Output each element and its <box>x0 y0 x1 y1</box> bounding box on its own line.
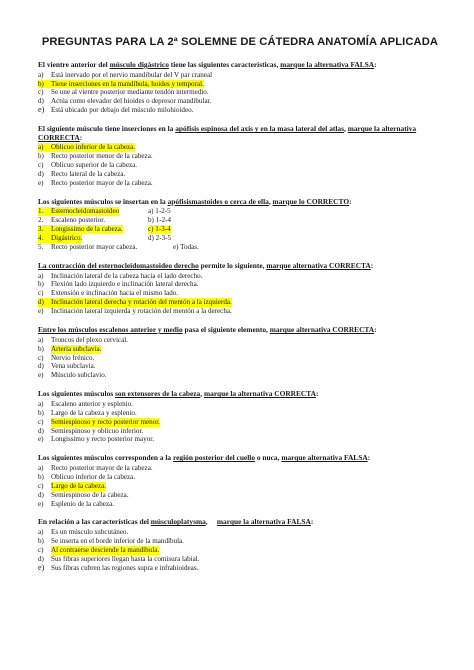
option-text: Inclinación lateral derecha y rotación del mentón a la izquierda. <box>51 298 232 307</box>
option-highlighted <box>38 546 442 555</box>
q5-colon: : <box>374 325 377 335</box>
question-5-heading <box>38 326 442 335</box>
option <box>38 272 442 281</box>
option <box>38 307 442 316</box>
item-number: 4. <box>38 234 51 243</box>
option <box>38 528 442 537</box>
option-highlighted <box>38 482 442 491</box>
option-text: Longissimo y recto posterior mayor. <box>51 435 155 444</box>
option-text: Recto posterior mayor de la cabeza. <box>51 463 153 472</box>
q7-subject: región posterior del cuello <box>172 453 256 463</box>
option <box>38 464 442 473</box>
item-number: 2. <box>38 216 44 225</box>
option-letter: e) <box>38 371 44 380</box>
item-text: Longissimo de la cabeza. <box>51 225 123 234</box>
option-text: Semiespinoso y oblicuo inferior. <box>51 426 144 435</box>
option-text: Esplenio de la cabeza. <box>51 499 115 508</box>
q3-text: Los siguientes músculos se insertan en la <box>38 196 168 206</box>
option-text: Tiene inserciones en la mandíbula, hoides y temporal. <box>51 79 204 88</box>
q7-instruction: marque alternativa FALSA <box>281 453 368 463</box>
option-text: Vena subclavia. <box>51 362 96 371</box>
q7-colon: : <box>367 453 371 463</box>
option-text: Sus fibras cubren las regiones supra e infrahioideas. <box>51 563 199 572</box>
option-letter: a) <box>38 143 51 152</box>
question-7-heading <box>38 454 442 463</box>
option-highlighted <box>38 418 442 427</box>
option <box>38 491 442 500</box>
option <box>38 354 442 363</box>
option-highlighted <box>38 298 442 307</box>
option-highlighted <box>38 345 442 354</box>
option-text: Recto posterior mayor de la cabeza. <box>51 178 153 187</box>
option-letter: b) <box>38 344 44 353</box>
option-text: Oblicuo inferior de la cabeza. <box>51 143 136 152</box>
option-letter: e) <box>38 105 45 115</box>
option-letter: c) <box>38 289 44 298</box>
option-text: Extensión e inclinación hacia el mismo lado. <box>51 289 179 298</box>
option-text: Se inserta en el borde inferior de la mandíbula. <box>51 536 184 545</box>
option <box>38 170 442 179</box>
q5-text: pasa el siguiente elemento, <box>182 325 270 335</box>
q8-colon: : <box>310 517 314 527</box>
question-8-heading <box>38 518 442 527</box>
q1-text-2: tiene las siguientes características, <box>168 60 281 69</box>
option <box>38 336 442 345</box>
option-text: Actúa como elevador del hioides o depresor mandibular. <box>51 97 212 106</box>
question-6 <box>38 390 442 444</box>
option-text: Está ubicado por debajo del músculo milohioideo. <box>51 106 194 115</box>
answer-option: e) Todas. <box>173 243 199 252</box>
option-text: Semiespinoso de la cabeza. <box>51 490 129 499</box>
q4-text: permite lo siguiente, <box>198 260 267 270</box>
option <box>38 500 442 509</box>
option-letter: b) <box>38 408 44 417</box>
question-1-heading <box>38 61 442 70</box>
option-text: Inclinación lateral de la cabeza hacia el lado derecho. <box>51 271 203 280</box>
option <box>38 371 442 380</box>
q1-subject: músculo digástrico <box>109 60 169 69</box>
option-letter: e) <box>38 307 44 316</box>
option <box>38 362 442 371</box>
option-letter: a) <box>38 271 44 280</box>
q6-instruction: marque la alternativa CORRECTA <box>203 389 316 399</box>
option-text: Al contraerse desciende la mandíbula. <box>51 545 160 554</box>
q6-colon: : <box>316 389 319 399</box>
option <box>38 564 442 573</box>
option <box>38 473 442 482</box>
answer-option: d) 2-3-5 <box>148 234 172 243</box>
option-text: Escaleno anterior y esplenio. <box>51 399 133 408</box>
q3-instruction: marque lo CORRECTO <box>272 196 350 206</box>
q4-colon: : <box>370 260 374 270</box>
q2-text-2: , <box>343 124 348 134</box>
q6-text-2: , <box>200 389 204 399</box>
option <box>38 152 442 161</box>
option-text: Se une al vientre posterior mediante tendón intermedio. <box>51 88 209 97</box>
option-text: Arteria subclavia. <box>51 344 102 353</box>
question-2-heading <box>38 125 442 142</box>
item-text: Esternocleidomastoideo <box>51 207 120 216</box>
option-text: Recto posterior menor de la cabeza. <box>51 152 153 161</box>
item-number: 5. <box>38 243 44 252</box>
option <box>38 289 442 298</box>
q1-text: El vientre anterior del <box>38 60 110 69</box>
question-1 <box>38 61 442 115</box>
option <box>38 97 442 106</box>
option-letter: d) <box>38 170 44 179</box>
option-letter: b) <box>38 80 51 89</box>
q5-instruction: marque alternativa CORRECTA <box>269 325 375 335</box>
option-letter: b) <box>38 536 44 545</box>
option <box>38 537 442 546</box>
q6-text: Los siguientes músculos <box>38 389 115 399</box>
q6-subject: son extensores de la cabeza <box>115 389 201 399</box>
q8-instruction: marque la alternativa FALSA <box>216 517 311 527</box>
option-letter: c) <box>38 417 44 426</box>
answer-option: b) 1-2-4 <box>148 216 172 225</box>
option-text: Largo de la cabeza y esplenio. <box>51 408 137 417</box>
document-page <box>38 26 442 583</box>
question-2 <box>38 125 442 188</box>
item-number: 1. <box>38 207 51 216</box>
q8-subject: músculoplatysma <box>150 517 206 527</box>
question-8 <box>38 518 442 572</box>
option-letter: c) <box>38 353 44 362</box>
option-letter: c) <box>38 88 44 97</box>
option <box>38 409 442 418</box>
option-letter: e) <box>38 178 44 187</box>
option <box>38 106 442 115</box>
option <box>38 179 442 188</box>
option-text: Sus fibras superiores llegan hasta la comisura labial. <box>51 554 200 563</box>
numbered-row <box>38 225 442 234</box>
document-title: PREGUNTAS PARA LA 2ª SOLEMNE DE CÁTEDRA ANATOMÍA APLICADA <box>41 36 439 48</box>
q8-text: En relación a las características del <box>38 517 151 527</box>
option-letter: a) <box>38 70 44 79</box>
option-letter: d) <box>38 426 44 435</box>
option-letter: e) <box>38 435 44 444</box>
option-letter: a) <box>38 399 44 408</box>
answer-option: c) 1-3-4 <box>148 225 171 234</box>
option-letter: c) <box>38 545 44 554</box>
option-letter: e) <box>38 562 45 572</box>
option-text: Semiespinoso y recto posterior menor. <box>51 417 160 426</box>
q3-colon: : <box>349 196 352 206</box>
numbered-row <box>38 216 442 225</box>
option-letter: b) <box>38 280 44 289</box>
option <box>38 435 442 444</box>
option-text: Oblicuo inferior de la cabeza. <box>51 472 136 481</box>
numbered-row <box>38 207 442 216</box>
option-text: Es un músculo subcutáneo. <box>51 528 129 537</box>
option-letter: a) <box>38 528 44 537</box>
q2-text: El siguiente músculo tiene inserciones en la <box>38 124 176 134</box>
item-text: Digástrico. <box>51 234 83 243</box>
option-text: Troncos del plexo cervical. <box>51 335 128 344</box>
item-text: Recto posterior mayor cabeza. <box>51 243 138 252</box>
option-letter: b) <box>38 152 44 161</box>
q2-subject: apófisis espinosa del axis y en la masa lateral del atlas <box>175 124 344 134</box>
option-highlighted <box>38 143 442 152</box>
option-letter: c) <box>38 161 44 170</box>
numbered-row <box>38 234 442 243</box>
option-highlighted <box>38 80 442 89</box>
option-letter: e) <box>38 499 44 508</box>
question-7 <box>38 454 442 508</box>
option-letter: d) <box>38 298 51 307</box>
q7-text: Los siguientes músculos corresponden a la <box>38 453 173 463</box>
q3-subject: apófisismastoides o cerca de ella <box>167 196 269 206</box>
q2-instruction: marque la alternativa <box>347 124 417 134</box>
item-number: 3. <box>38 225 51 234</box>
q7-text-2: o nuca, <box>255 453 282 463</box>
q5-subject: Entre los músculos escalenos anterior y medio <box>38 325 183 335</box>
option <box>38 555 442 564</box>
question-6-heading <box>38 390 442 399</box>
q2-instruction-2: CORRECTA <box>38 132 80 142</box>
q1-instruction: marque la alternativa FALSA <box>280 60 375 69</box>
option-letter: d) <box>38 97 44 106</box>
option-text: Está inervado por el nervio mandibular del V par craneal <box>51 70 213 79</box>
option-letter: b) <box>38 472 44 481</box>
option <box>38 161 442 170</box>
option-letter: c) <box>38 481 44 490</box>
option-letter: d) <box>38 362 44 371</box>
item-text: Escaleno posterior. <box>51 216 105 225</box>
question-3 <box>38 198 442 252</box>
option-letter: d) <box>38 490 44 499</box>
q1-colon: : <box>374 60 377 69</box>
q4-instruction: marque alternativa CORRECTA <box>266 260 371 270</box>
q3-text-2: , <box>268 196 273 206</box>
option <box>38 400 442 409</box>
option-text: Largo de la cabeza. <box>51 481 107 490</box>
option <box>38 427 442 436</box>
option-text: Inclinación lateral izquierda y rotación del mentón a la derecha. <box>51 307 232 316</box>
q2-colon: : <box>79 132 83 142</box>
option-letter: a) <box>38 463 44 472</box>
option-text: Músculo subclavio. <box>51 371 107 380</box>
question-3-heading <box>38 198 442 207</box>
option-text: Oblicuo superior de la cabeza. <box>51 161 138 170</box>
numbered-row <box>38 243 442 252</box>
question-5 <box>38 326 442 380</box>
option-letter: d) <box>38 554 44 563</box>
q8-text-2: , <box>205 517 217 527</box>
option-letter: a) <box>38 335 44 344</box>
option <box>38 88 442 97</box>
question-4 <box>38 262 442 316</box>
option-text: Flexión lado izquierdo e inclinación lateral derecha. <box>51 280 199 289</box>
option <box>38 280 442 289</box>
option-text: Nervio frénico. <box>51 353 95 362</box>
option <box>38 71 442 80</box>
answer-option: a) 1-2-5 <box>148 207 171 216</box>
q4-subject: La contracción del esternocleidomastoideo derecho <box>38 260 199 270</box>
question-4-heading <box>38 262 442 271</box>
option-text: Recto lateral de la cabeza. <box>51 170 126 179</box>
